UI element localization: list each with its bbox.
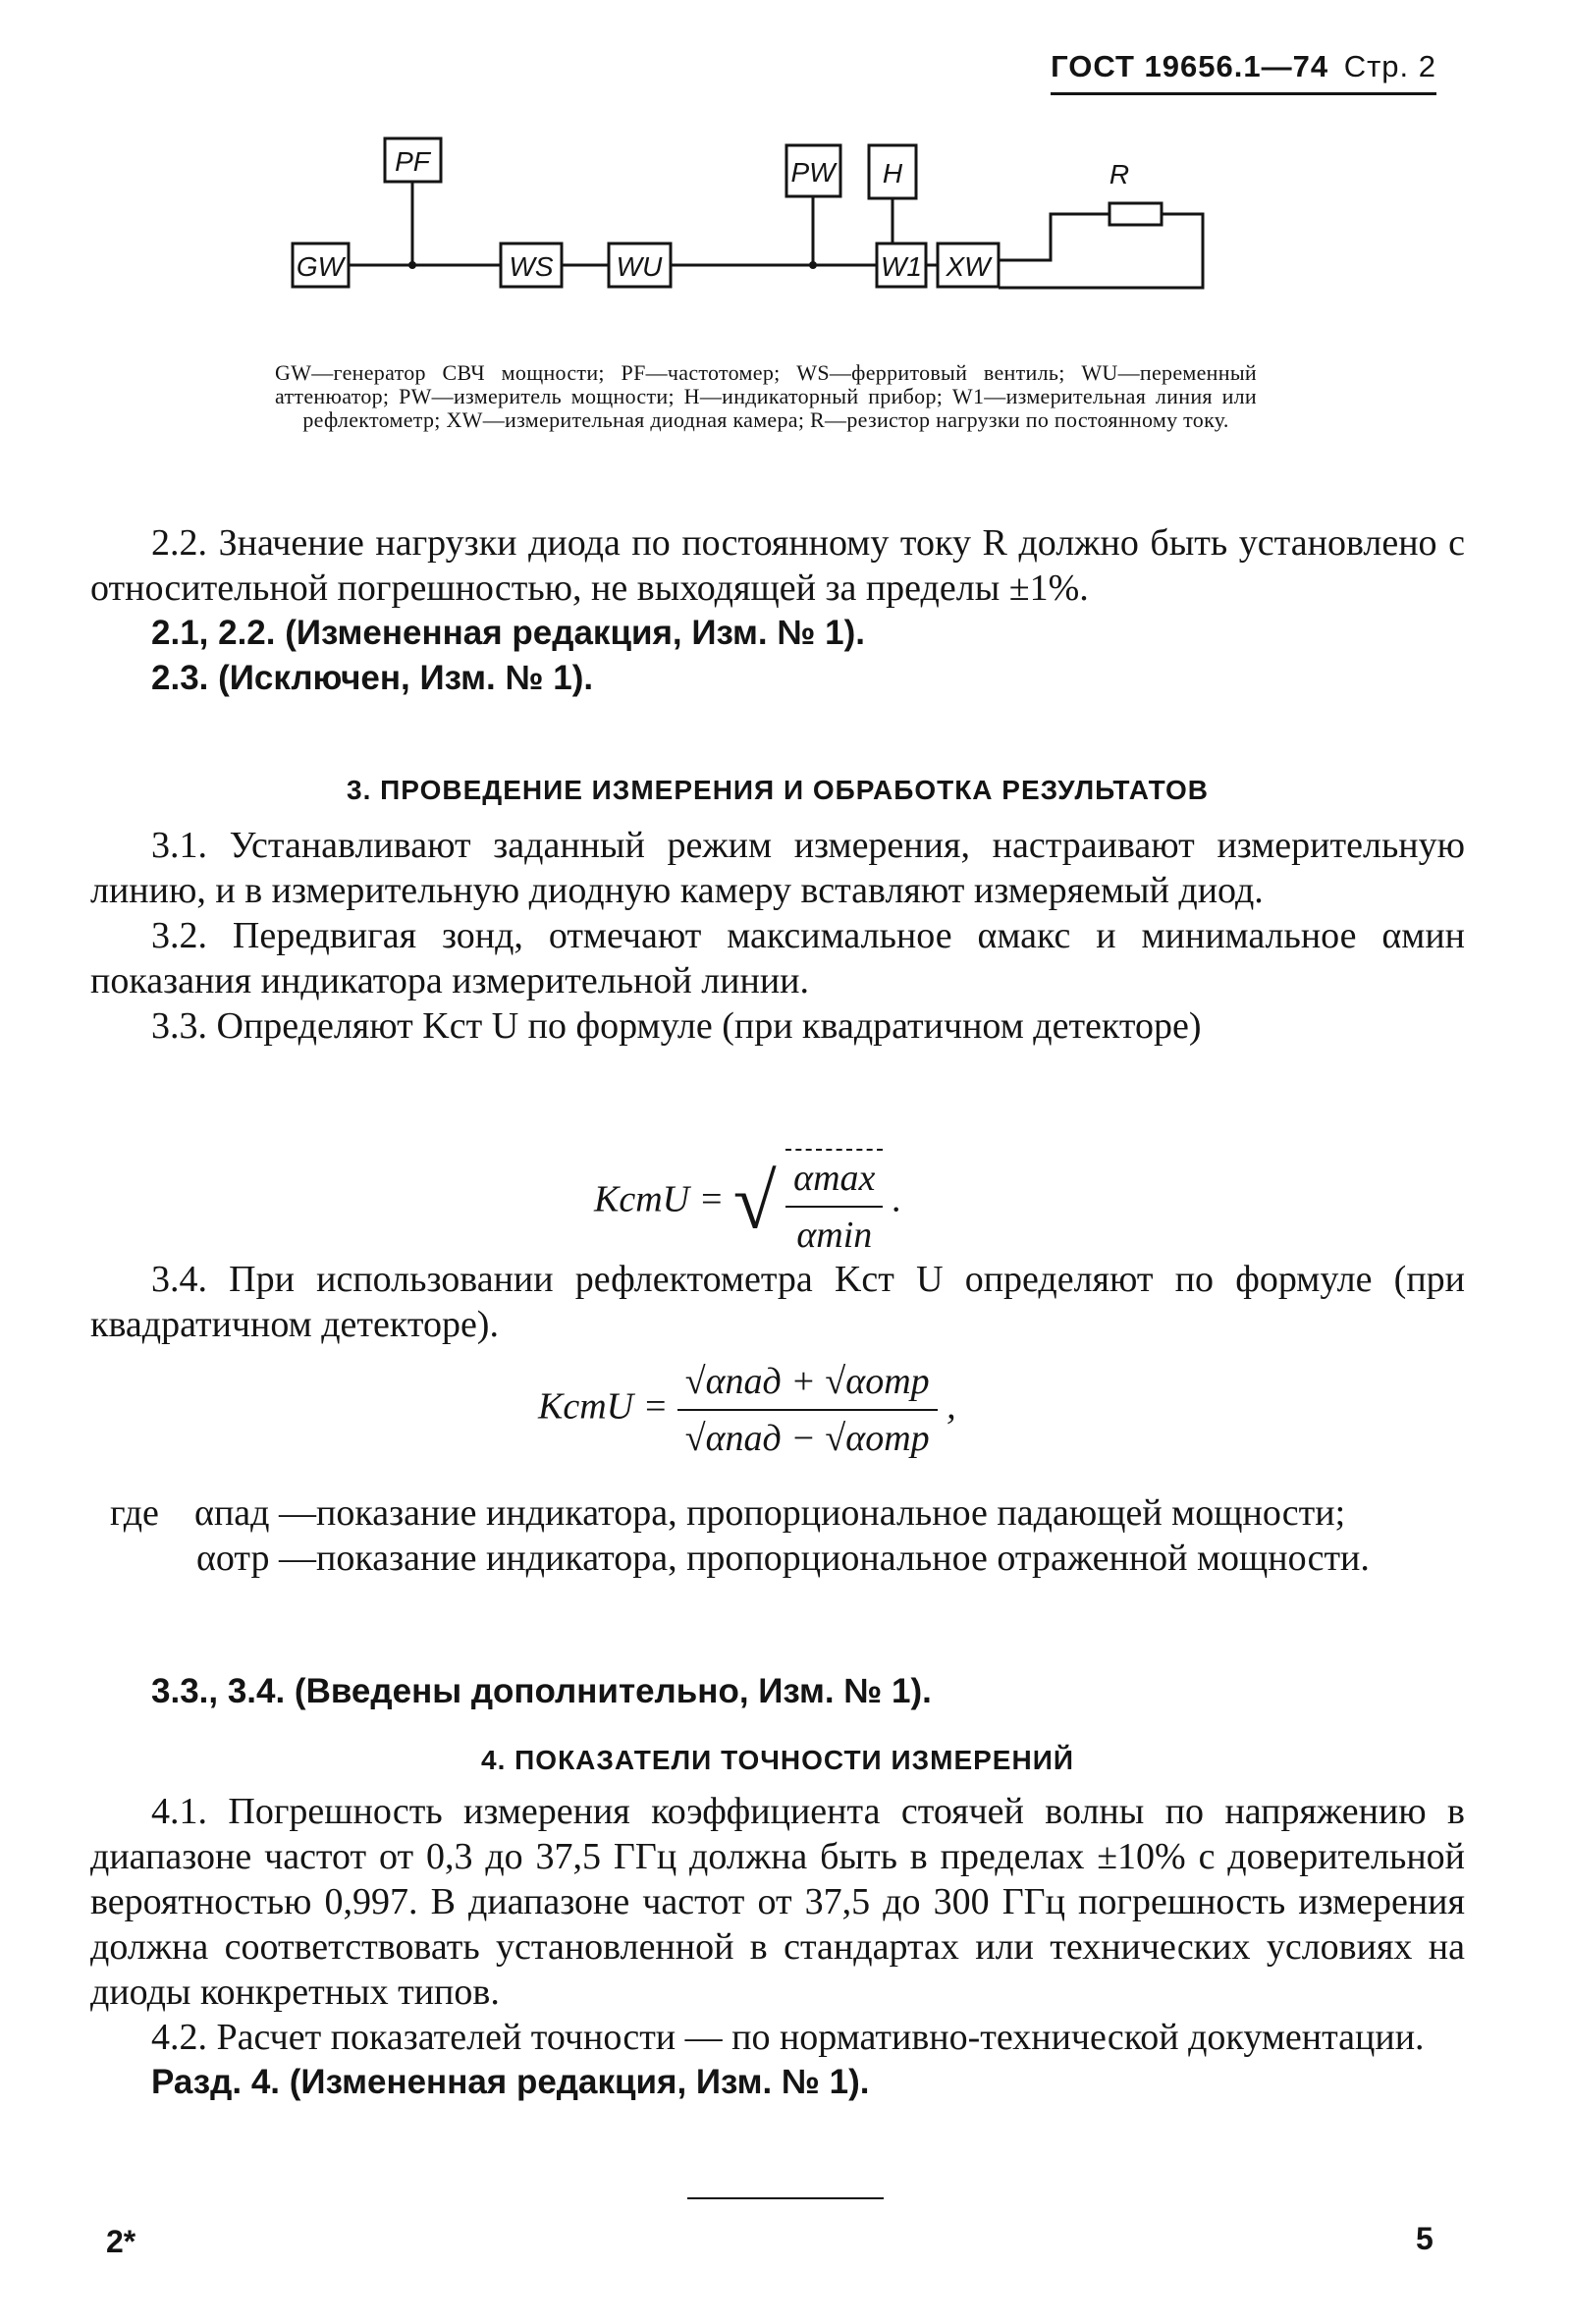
label-pf: PF	[395, 146, 430, 177]
footer-page-number: 5	[1416, 2221, 1434, 2256]
formula-ksv-2	[538, 1360, 956, 1460]
where-row	[110, 1536, 1465, 1581]
paragraph-2-2: 2.2. Значение нагрузки диода по постоянному току R должно быть установлено с относительной погрешностью, не выходящей за пределы ±1%.	[90, 522, 1465, 609]
section-4-body	[90, 1789, 1465, 2105]
where-row	[110, 1490, 1465, 1536]
formula-2-numerator: √αпад + √αотр	[677, 1360, 938, 1411]
section-3-heading: 3. ПРОВЕДЕНИЕ ИЗМЕРЕНИЯ И ОБРАБОТКА РЕЗУЛЬТАТОВ	[347, 775, 1209, 805]
section-3-note-block	[90, 1669, 1465, 1714]
label-ws: WS	[509, 251, 554, 282]
signature-mark: 2*	[106, 2224, 136, 2259]
formula-ksv-1	[594, 1149, 901, 1257]
amendment-note-2-3: 2.3. (Исключен, Изм. № 1).	[151, 659, 594, 697]
paragraph-4-2: 4.2. Расчет показателей точности — по нормативно-технической документации.	[151, 2017, 1425, 2058]
where-symbol: αпад —	[194, 1492, 316, 1534]
paragraph-3-4: 3.4. При использовании рефлектометра Kст U определяют по формуле (при квадратичном детекторе).	[90, 1259, 1465, 1345]
amendment-note-3: 3.3., 3.4. (Введены дополнительно, Изм. № 1).	[151, 1672, 932, 1710]
paragraph-3-3: 3.3. Определяют Kст U по формуле (при квадратичном детекторе)	[151, 1005, 1202, 1047]
where-label: где	[110, 1492, 159, 1534]
footer-rule	[687, 2197, 884, 2199]
standard-title: ГОСТ 19656.1—74	[1051, 49, 1329, 83]
amendment-note-2-1: 2.1, 2.2. (Измененная редакция, Изм. № 1).	[151, 614, 865, 652]
section-4	[90, 1738, 1465, 1783]
label-gw: GW	[296, 251, 345, 282]
paragraph-3-4-block	[90, 1257, 1465, 1347]
formula-2-lhs: KстU =	[538, 1385, 669, 1428]
where-list	[110, 1490, 1465, 1581]
where-description: показание индикатора, пропорциональное отраженной мощности.	[316, 1538, 1370, 1579]
amendment-note-4: Разд. 4. (Измененная редакция, Изм. № 1).	[151, 2063, 870, 2101]
label-w1: W1	[881, 251, 922, 282]
formula-1-numerator: αmax	[785, 1157, 883, 1208]
label-pw: PW	[790, 157, 836, 188]
section-3-body	[90, 823, 1465, 1049]
formula-1-lhs: KстU =	[594, 1178, 725, 1220]
page-header	[1051, 49, 1436, 95]
section-2	[90, 520, 1465, 701]
where-symbol: αотр —	[196, 1538, 316, 1579]
formula-1-denominator: αmin	[796, 1215, 873, 1256]
formula-2-end: ,	[947, 1385, 956, 1428]
where-description: показание индикатора, пропорциональное падающей мощности;	[316, 1492, 1346, 1534]
sqrt-sign: √	[732, 1159, 777, 1246]
label-h: H	[882, 158, 903, 189]
paragraph-3-1: 3.1. Устанавливают заданный режим измерения, настраивают измерительную линию, и в измерительную диодную камеру вставляют измеряемый диод.	[90, 825, 1465, 911]
page-number: Стр. 2	[1343, 49, 1436, 83]
diagram-caption: GW—генератор СВЧ мощности; PF—частотомер; WS—ферритовый вентиль; WU—переменный аттенюатор; PW—измеритель мощности; H—индикаторный прибор; W1—измерительная линия или рефлектометр; XW—измерительная диодная камера; R—резистор нагрузки по постоянному току.	[275, 360, 1257, 432]
label-xw: XW	[946, 251, 991, 282]
section-3	[90, 768, 1465, 813]
label-wu: WU	[616, 251, 663, 282]
section-4-heading: 4. ПОКАЗАТЕЛИ ТОЧНОСТИ ИЗМЕРЕНИЙ	[481, 1745, 1074, 1775]
formula-2-denominator: √αпад − √αотр	[684, 1418, 930, 1459]
formula-1-end: .	[892, 1178, 902, 1220]
paragraph-4-1: 4.1. Погрешность измерения коэффициента стоячей волны по напряжению в диапазоне частот от 0,3 до 37,5 ГГц должна быть в пределах ±10% с доверительной вероятностью 0,997. В диапазоне частот от 37,5 до 300 ГГц погрешность измерения должна соответствовать установленной в стандартах или технических условиях на диоды конкретных типов.	[90, 1791, 1465, 2013]
label-r: R	[1109, 159, 1130, 189]
paragraph-3-2: 3.2. Передвигая зонд, отмечают максимальное αмакс и минимальное αмин показания индикатора измерительной линии.	[90, 915, 1465, 1001]
block-diagram	[290, 133, 1252, 358]
